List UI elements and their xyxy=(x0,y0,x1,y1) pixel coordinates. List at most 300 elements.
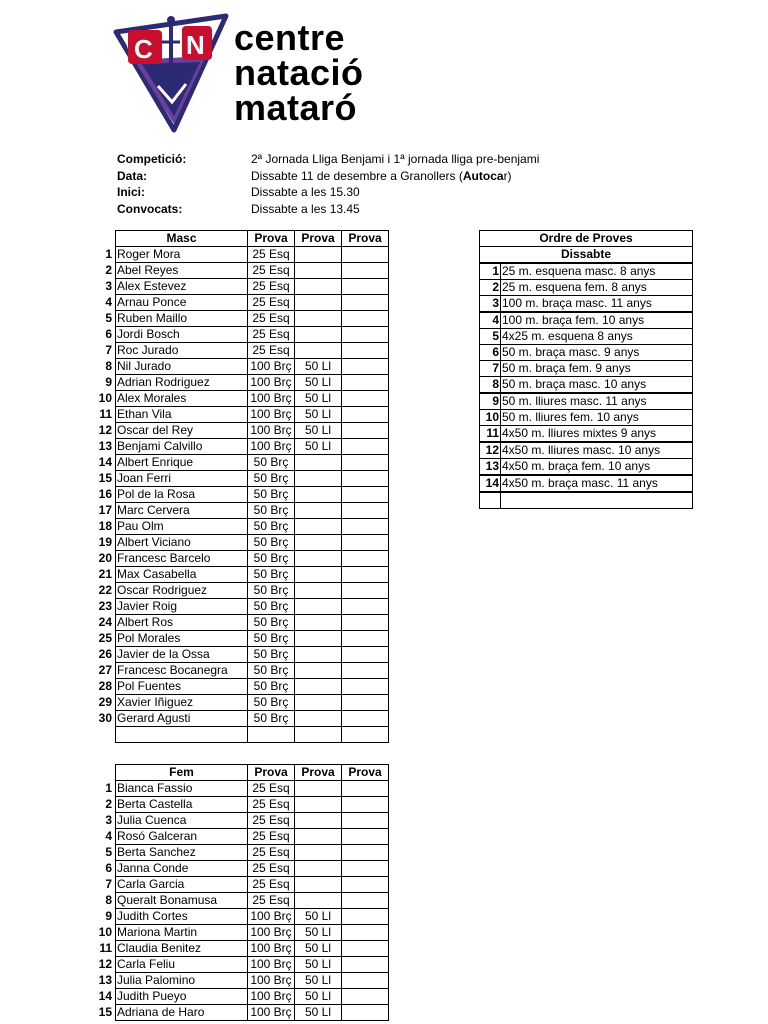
row-number: 6 xyxy=(105,327,112,341)
swimmer-name: Berta Castella xyxy=(116,797,248,813)
event-cell xyxy=(342,599,389,615)
event-cell xyxy=(295,263,342,279)
event-cell: 50 Brç xyxy=(248,551,295,567)
event-cell: 50 Ll xyxy=(295,941,342,957)
event-cell xyxy=(342,471,389,487)
row-number: 11 xyxy=(99,941,112,955)
event-cell xyxy=(342,519,389,535)
event-cell: 100 Brç xyxy=(248,957,295,973)
swimmer-name: Julia Cuenca xyxy=(116,813,248,829)
swimmer-name: Max Casabella xyxy=(116,567,248,583)
swimmer-name: Gerard Agusti xyxy=(116,711,248,727)
event-cell: 25 Esq xyxy=(248,797,295,813)
swimmer-name: Oscar del Rey xyxy=(116,423,248,439)
event-cell xyxy=(295,519,342,535)
event-cell xyxy=(342,551,389,567)
table-row xyxy=(480,426,693,443)
event-cell xyxy=(342,455,389,471)
event-number: 5 xyxy=(480,329,501,345)
event-cell xyxy=(342,343,389,359)
swimmer-name: Benjami Calvillo xyxy=(116,439,248,455)
event-cell: 100 Brç xyxy=(248,391,295,407)
table-row xyxy=(92,247,389,263)
row-number: 13 xyxy=(98,439,112,453)
swimmer-name: Francesc Bocanegra xyxy=(116,663,248,679)
event-cell: 50 Brç xyxy=(248,711,295,727)
event-number: 14 xyxy=(480,475,501,492)
event-cell xyxy=(295,343,342,359)
event-cell xyxy=(295,487,342,503)
event-cell: 25 Esq xyxy=(248,279,295,295)
event-cell xyxy=(342,695,389,711)
table-row xyxy=(480,410,693,426)
table-header-row xyxy=(480,247,693,264)
event-cell: 50 Ll xyxy=(295,359,342,375)
event-cell: 50 Ll xyxy=(295,957,342,973)
event-cell xyxy=(295,615,342,631)
event-cell xyxy=(342,727,389,743)
swimmer-name: Javier de la Ossa xyxy=(116,647,248,663)
event-description: 100 m. braça masc. 11 anys xyxy=(501,296,693,313)
table-row xyxy=(92,439,389,455)
event-cell: 50 Ll xyxy=(295,1005,342,1021)
swimmer-name: Francesc Barcelo xyxy=(116,551,248,567)
swimmer-name: Ruben Maillo xyxy=(116,311,248,327)
event-cell: 50 Brç xyxy=(248,695,295,711)
table-row xyxy=(92,375,389,391)
event-cell: 25 Esq xyxy=(248,829,295,845)
swimmer-name: Arnau Ponce xyxy=(116,295,248,311)
swimmer-name: Berta Sanchez xyxy=(116,845,248,861)
event-cell xyxy=(295,647,342,663)
table-row xyxy=(92,813,389,829)
table-row xyxy=(92,989,389,1005)
row-number: 19 xyxy=(98,535,112,549)
row-number: 2 xyxy=(105,797,112,811)
row-number: 29 xyxy=(98,695,112,709)
table-row xyxy=(480,492,693,509)
event-description: 4x25 m. esquena 8 anys xyxy=(501,329,693,345)
table-row xyxy=(92,781,389,797)
event-cell xyxy=(295,567,342,583)
event-cell xyxy=(342,503,389,519)
event-cell: 100 Brç xyxy=(248,375,295,391)
event-cell xyxy=(342,845,389,861)
event-cell: 100 Brç xyxy=(248,1005,295,1021)
event-cell: 50 Brç xyxy=(248,647,295,663)
event-cell xyxy=(342,861,389,877)
event-cell xyxy=(342,893,389,909)
event-cell xyxy=(295,877,342,893)
event-description: 50 m. braça masc. 9 anys xyxy=(501,345,693,361)
table-row xyxy=(92,471,389,487)
event-cell xyxy=(295,711,342,727)
event-cell xyxy=(342,535,389,551)
event-cell: 50 Brç xyxy=(248,615,295,631)
row-number: 7 xyxy=(105,343,112,357)
event-cell xyxy=(295,679,342,695)
info-label: Inici: xyxy=(117,185,146,199)
table-row xyxy=(92,727,389,743)
event-cell xyxy=(342,263,389,279)
event-number: 10 xyxy=(480,410,501,426)
row-number xyxy=(92,727,116,743)
event-cell xyxy=(342,631,389,647)
table-row xyxy=(92,695,389,711)
table-row xyxy=(92,263,389,279)
table-row xyxy=(92,957,389,973)
order-subtitle: Dissabte xyxy=(480,247,693,264)
swimmer-name: Bianca Fassio xyxy=(116,781,248,797)
event-cell xyxy=(295,663,342,679)
event-cell: 50 Ll xyxy=(295,973,342,989)
swimmer-name: Adriana de Haro xyxy=(116,1005,248,1021)
event-cell: 25 Esq xyxy=(248,343,295,359)
table-row xyxy=(92,631,389,647)
swimmer-name: Javier Roig xyxy=(116,599,248,615)
event-cell: 50 Brç xyxy=(248,679,295,695)
event-cell: 100 Brç xyxy=(248,439,295,455)
table-row xyxy=(480,442,693,459)
event-cell xyxy=(295,327,342,343)
table-row xyxy=(92,343,389,359)
event-cell xyxy=(295,311,342,327)
event-cell xyxy=(342,957,389,973)
event-cell xyxy=(295,861,342,877)
event-cell xyxy=(342,567,389,583)
column-header: Prova xyxy=(342,231,389,247)
event-cell xyxy=(342,247,389,263)
event-cell: 50 Ll xyxy=(295,909,342,925)
event-cell xyxy=(342,583,389,599)
event-cell xyxy=(295,279,342,295)
event-cell xyxy=(342,311,389,327)
swimmer-name: Judith Pueyo xyxy=(116,989,248,1005)
event-cell xyxy=(342,925,389,941)
event-cell xyxy=(342,813,389,829)
event-description: 50 m. lliures masc. 11 anys xyxy=(501,393,693,410)
event-cell: 25 Esq xyxy=(248,247,295,263)
row-number: 2 xyxy=(105,263,112,277)
table-row xyxy=(92,599,389,615)
table-row xyxy=(92,295,389,311)
table-row xyxy=(92,845,389,861)
club-name-line2: natació xyxy=(234,52,364,93)
table-row xyxy=(92,391,389,407)
event-description: 25 m. esquena fem. 8 anys xyxy=(501,280,693,296)
event-cell xyxy=(295,583,342,599)
swimmer-name: Pol Morales xyxy=(116,631,248,647)
table-row xyxy=(92,519,389,535)
table-row xyxy=(480,280,693,296)
row-number: 4 xyxy=(105,829,112,843)
event-number: 6 xyxy=(480,345,501,361)
event-cell xyxy=(342,295,389,311)
row-number: 12 xyxy=(98,957,112,971)
event-description: 50 m. braça fem. 9 anys xyxy=(501,361,693,377)
table-row xyxy=(92,407,389,423)
swimmer-name: Rosó Galceran xyxy=(116,829,248,845)
row-number: 7 xyxy=(105,877,112,891)
table-row xyxy=(480,329,693,345)
swimmer-name: Nil Jurado xyxy=(116,359,248,375)
event-cell: 25 Esq xyxy=(248,295,295,311)
event-cell xyxy=(248,727,295,743)
event-number xyxy=(480,492,501,509)
info-label: Convocats: xyxy=(117,201,183,216)
event-cell xyxy=(342,407,389,423)
table-row xyxy=(92,615,389,631)
row-number: 13 xyxy=(98,973,112,987)
row-number: 28 xyxy=(98,679,112,693)
row-number: 9 xyxy=(105,909,112,923)
event-cell: 25 Esq xyxy=(248,893,295,909)
table-row xyxy=(480,459,693,476)
event-cell xyxy=(342,989,389,1005)
event-number: 3 xyxy=(480,296,501,313)
table-row xyxy=(92,311,389,327)
table-row xyxy=(92,797,389,813)
event-number: 2 xyxy=(480,280,501,296)
swimmer-name: Carla Garcia xyxy=(116,877,248,893)
event-cell: 25 Esq xyxy=(248,327,295,343)
row-number: 11 xyxy=(99,407,112,421)
table-row xyxy=(480,475,693,492)
swimmer-name: Albert Ros xyxy=(116,615,248,631)
table-row xyxy=(92,359,389,375)
event-cell: 50 Brç xyxy=(248,503,295,519)
swimmer-name: Alex Morales xyxy=(116,391,248,407)
row-number: 22 xyxy=(98,583,112,597)
table-row xyxy=(92,829,389,845)
swimmer-name: Claudia Benitez xyxy=(116,941,248,957)
fem-roster-table xyxy=(92,764,389,1021)
masc-roster-table xyxy=(92,230,389,743)
table-row xyxy=(92,503,389,519)
row-number: 14 xyxy=(98,989,112,1003)
event-cell: 50 Ll xyxy=(295,407,342,423)
event-cell xyxy=(342,487,389,503)
event-cell: 25 Esq xyxy=(248,781,295,797)
event-cell xyxy=(342,663,389,679)
swimmer-name: Pol Fuentes xyxy=(116,679,248,695)
row-number: 3 xyxy=(105,813,112,827)
column-header: Prova xyxy=(295,765,342,781)
swimmer-name: Abel Reyes xyxy=(116,263,248,279)
column-header: Prova xyxy=(248,765,295,781)
event-cell: 100 Brç xyxy=(248,909,295,925)
event-cell xyxy=(342,615,389,631)
table-row xyxy=(92,1005,389,1021)
table-row xyxy=(92,455,389,471)
table-row xyxy=(92,535,389,551)
swimmer-name: Roger Mora xyxy=(116,247,248,263)
event-cell xyxy=(342,797,389,813)
event-description: 50 m. braça masc. 10 anys xyxy=(501,377,693,394)
swimmer-name: Judith Cortes xyxy=(116,909,248,925)
event-cell: 50 Brç xyxy=(248,471,295,487)
event-cell xyxy=(295,631,342,647)
row-number: 9 xyxy=(105,375,112,389)
row-number: 10 xyxy=(98,391,112,405)
event-cell xyxy=(295,813,342,829)
info-value: Dissabte a les 15.30 xyxy=(251,185,360,199)
swimmer-name: Albert Viciano xyxy=(116,535,248,551)
event-cell: 25 Esq xyxy=(248,311,295,327)
swimmer-name: Roc Jurado xyxy=(116,343,248,359)
row-number: 15 xyxy=(98,1005,112,1019)
row-number: 21 xyxy=(98,567,112,581)
info-value: Dissabte a les 13.45 xyxy=(251,201,360,216)
event-description: 4x50 m. lliures masc. 10 anys xyxy=(501,442,693,459)
event-cell xyxy=(295,471,342,487)
event-cell: 50 Brç xyxy=(248,455,295,471)
table-header-row xyxy=(480,231,693,247)
event-cell xyxy=(342,327,389,343)
event-cell xyxy=(295,797,342,813)
event-number: 9 xyxy=(480,393,501,410)
event-cell: 50 Brç xyxy=(248,599,295,615)
event-cell: 50 Brç xyxy=(248,535,295,551)
row-number: 8 xyxy=(105,893,112,907)
event-cell xyxy=(342,941,389,957)
event-cell xyxy=(342,711,389,727)
table-row xyxy=(92,893,389,909)
table-row xyxy=(92,423,389,439)
column-header: Fem xyxy=(116,765,248,781)
event-cell xyxy=(295,455,342,471)
info-label: Competició: xyxy=(117,152,187,166)
event-cell: 25 Esq xyxy=(248,263,295,279)
row-number: 14 xyxy=(98,455,112,469)
swimmer-name: Jordi Bosch xyxy=(116,327,248,343)
table-row xyxy=(480,263,693,280)
table-row xyxy=(480,361,693,377)
swimmer-name: Carla Feliu xyxy=(116,957,248,973)
event-cell: 50 Ll xyxy=(295,989,342,1005)
event-description: 100 m. braça fem. 10 anys xyxy=(501,312,693,329)
event-description xyxy=(501,492,693,509)
event-cell xyxy=(342,973,389,989)
swimmer-name: Adrian Rodriguez xyxy=(116,375,248,391)
event-cell: 50 Ll xyxy=(295,423,342,439)
event-cell xyxy=(342,375,389,391)
event-cell xyxy=(342,647,389,663)
club-logo xyxy=(112,12,232,134)
event-cell xyxy=(295,247,342,263)
event-cell xyxy=(295,781,342,797)
table-row xyxy=(92,679,389,695)
row-number: 1 xyxy=(105,781,112,795)
table-row xyxy=(92,327,389,343)
row-number: 18 xyxy=(98,519,112,533)
event-cell: 50 Brç xyxy=(248,663,295,679)
event-cell: 25 Esq xyxy=(248,861,295,877)
info-value: 2ª Jornada Lliga Benjami i 1ª jornada lliga pre-benjami xyxy=(251,152,540,166)
event-cell xyxy=(295,551,342,567)
swimmer-name: Janna Conde xyxy=(116,861,248,877)
event-description: 25 m. esquena masc. 8 anys xyxy=(501,263,693,280)
event-cell xyxy=(295,829,342,845)
event-description: 4x50 m. braça fem. 10 anys xyxy=(501,459,693,476)
table-row xyxy=(92,711,389,727)
club-name xyxy=(234,17,364,128)
event-cell xyxy=(295,727,342,743)
club-name-line3: mataró xyxy=(234,87,358,128)
swimmer-name: Alex Estevez xyxy=(116,279,248,295)
event-cell: 100 Brç xyxy=(248,359,295,375)
table-row xyxy=(92,583,389,599)
swimmer-name: Queralt Bonamusa xyxy=(116,893,248,909)
table-row xyxy=(480,345,693,361)
event-cell xyxy=(342,909,389,925)
table-row xyxy=(92,279,389,295)
event-cell xyxy=(342,359,389,375)
table-header-row xyxy=(92,765,389,781)
event-cell xyxy=(295,295,342,311)
column-header: Masc xyxy=(116,231,248,247)
event-cell: 25 Esq xyxy=(248,877,295,893)
table-row xyxy=(92,487,389,503)
event-number: 4 xyxy=(480,312,501,329)
table-row xyxy=(480,393,693,410)
event-cell xyxy=(295,535,342,551)
column-header: Prova xyxy=(248,231,295,247)
swimmer-name: Xavier Iñiguez xyxy=(116,695,248,711)
event-cell: 50 Ll xyxy=(295,925,342,941)
event-description: 4x50 m. braça masc. 11 anys xyxy=(501,475,693,492)
swimmer-name: Pol de la Rosa xyxy=(116,487,248,503)
event-cell: 50 Ll xyxy=(295,391,342,407)
row-number: 20 xyxy=(98,551,112,565)
event-number: 12 xyxy=(480,442,501,459)
table-row xyxy=(92,861,389,877)
column-header: Prova xyxy=(295,231,342,247)
event-number: 7 xyxy=(480,361,501,377)
swimmer-name xyxy=(116,727,248,743)
row-number: 27 xyxy=(98,663,112,677)
event-cell: 25 Esq xyxy=(248,813,295,829)
event-cell xyxy=(342,1005,389,1021)
event-cell: 50 Brç xyxy=(248,583,295,599)
event-cell xyxy=(342,279,389,295)
event-cell: 50 Ll xyxy=(295,375,342,391)
row-number: 5 xyxy=(105,845,112,859)
row-number: 17 xyxy=(98,503,112,517)
row-number: 15 xyxy=(98,471,112,485)
table-row xyxy=(92,973,389,989)
table-row xyxy=(92,663,389,679)
event-order-table xyxy=(479,230,693,509)
event-cell: 100 Brç xyxy=(248,925,295,941)
event-cell: 50 Brç xyxy=(248,519,295,535)
table-row xyxy=(92,567,389,583)
event-cell xyxy=(342,829,389,845)
event-cell: 50 Ll xyxy=(295,439,342,455)
event-description: 4x50 m. lliures mixtes 9 anys xyxy=(501,426,693,443)
club-name-line1: centre xyxy=(234,17,346,58)
event-cell xyxy=(342,439,389,455)
event-cell: 50 Brç xyxy=(248,631,295,647)
event-cell xyxy=(342,877,389,893)
swimmer-name: Ethan Vila xyxy=(116,407,248,423)
event-cell: 100 Brç xyxy=(248,973,295,989)
event-cell xyxy=(295,695,342,711)
row-number: 26 xyxy=(98,647,112,661)
table-row xyxy=(480,377,693,394)
table-row xyxy=(92,909,389,925)
event-cell: 25 Esq xyxy=(248,845,295,861)
